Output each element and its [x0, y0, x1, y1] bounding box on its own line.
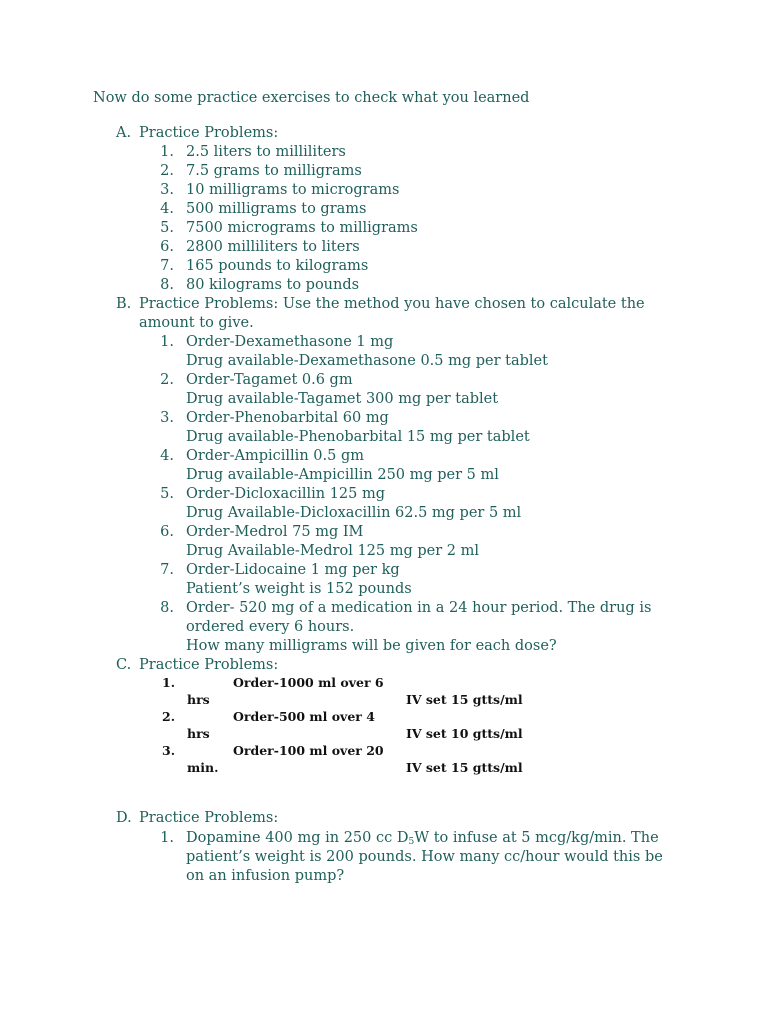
list-item: 165 pounds to kilograms: [186, 258, 369, 274]
list-item-iv-set: IV set 15 gtts/ml: [406, 760, 523, 775]
list-item: 2.5 liters to milliliters: [186, 144, 346, 160]
list-item-order: Order-Dexamethasone 1 mg: [186, 334, 394, 350]
list-item-order: Order-Medrol 75 mg IM: [186, 524, 364, 540]
problem-text-end: W to infuse at 5 mcg/kg/min. The: [414, 830, 659, 846]
list-item-number: 8.: [160, 600, 174, 616]
section-c-letter: C.: [116, 657, 132, 673]
list-item-unit: min.: [187, 760, 219, 775]
list-item: 10 milligrams to micrograms: [186, 182, 400, 198]
list-item-order: Order- 520 mg of a medication in a 24 hour period. The drug is: [186, 600, 652, 616]
list-item: 7500 micrograms to milligrams: [186, 220, 418, 236]
list-item-number: 2.: [162, 709, 176, 724]
list-item-number: 6.: [160, 239, 174, 255]
list-item-unit: hrs: [187, 692, 210, 707]
list-item-number: 2.: [160, 372, 174, 388]
list-item-question: How many milligrams will be given for each dose?: [186, 638, 557, 654]
list-item-weight: Patient’s weight is 152 pounds: [186, 581, 412, 597]
list-item-order: Order-100 ml over 20: [233, 743, 384, 758]
list-item-order: Order-Phenobarbital 60 mg: [186, 410, 389, 426]
list-item-order: Order-500 ml over 4: [233, 709, 375, 724]
list-item-order: Order-Tagamet 0.6 gm: [186, 372, 353, 388]
list-item-number: 1.: [160, 830, 174, 846]
list-item-number: 1.: [160, 144, 174, 160]
list-item-number: 6.: [160, 524, 174, 540]
problem-text-start: Dopamine 400 mg in 250 cc D: [186, 830, 409, 846]
list-item: 2800 milliliters to liters: [186, 239, 360, 255]
section-c-heading: Practice Problems:: [139, 657, 279, 673]
list-item-number: 3.: [160, 182, 174, 198]
list-item-number: 1.: [162, 675, 176, 690]
list-item-unit: hrs: [187, 726, 210, 741]
section-d-heading: Practice Problems:: [139, 810, 279, 826]
list-item: 500 milligrams to grams: [186, 201, 367, 217]
section-a-letter: A.: [116, 125, 132, 141]
list-item-available: Drug Available-Medrol 125 mg per 2 ml: [186, 543, 479, 559]
list-item-order: Order-Lidocaine 1 mg per kg: [186, 562, 400, 578]
list-item-number: 4.: [160, 448, 174, 464]
list-item-iv-set: IV set 15 gtts/ml: [406, 692, 523, 707]
section-a-heading: Practice Problems:: [139, 125, 279, 141]
list-item-available: Drug available-Tagamet 300 mg per tablet: [186, 391, 499, 407]
list-item-number: 5.: [160, 486, 174, 502]
list-item: 7.5 grams to milligrams: [186, 163, 362, 179]
list-item-order: Order-Dicloxacillin 125 mg: [186, 486, 386, 502]
section-b-heading: Practice Problems: Use the method you have chosen to calculate the: [139, 296, 645, 312]
list-item-available: Drug Available-Dicloxacillin 62.5 mg per 5 ml: [186, 505, 522, 521]
intro-text: Now do some practice exercises to check what you learned: [93, 90, 530, 106]
list-item: 80 kilograms to pounds: [186, 277, 360, 293]
list-item-number: 7.: [160, 258, 174, 274]
list-item-iv-set: IV set 10 gtts/ml: [406, 726, 523, 741]
list-item-question: on an infusion pump?: [186, 868, 345, 884]
list-item-available: Drug available-Ampicillin 250 mg per 5 ml: [186, 467, 499, 483]
list-item-number: 7.: [160, 562, 174, 578]
list-item-number: 8.: [160, 277, 174, 293]
list-item-available: Drug available-Phenobarbital 15 mg per tablet: [186, 429, 530, 445]
section-d-letter: D.: [116, 810, 132, 826]
section-b-heading-cont: amount to give.: [139, 315, 254, 331]
list-item-number: 3.: [160, 410, 174, 426]
list-item-number: 2.: [160, 163, 174, 179]
list-item-number: 5.: [160, 220, 174, 236]
list-item-number: 3.: [162, 743, 176, 758]
list-item-number: 1.: [160, 334, 174, 350]
list-item-order: Order-Ampicillin 0.5 gm: [186, 448, 364, 464]
list-item-order-cont: ordered every 6 hours.: [186, 619, 355, 635]
section-b-letter: B.: [116, 296, 132, 312]
list-item-problem-cont: patient’s weight is 200 pounds. How many cc/hour would this be: [186, 849, 663, 865]
list-item-available: Drug available-Dexamethasone 0.5 mg per tablet: [186, 353, 548, 369]
list-item-number: 4.: [160, 201, 174, 217]
subscript-five: 5: [408, 837, 415, 847]
list-item-order: Order-1000 ml over 6: [233, 675, 384, 690]
